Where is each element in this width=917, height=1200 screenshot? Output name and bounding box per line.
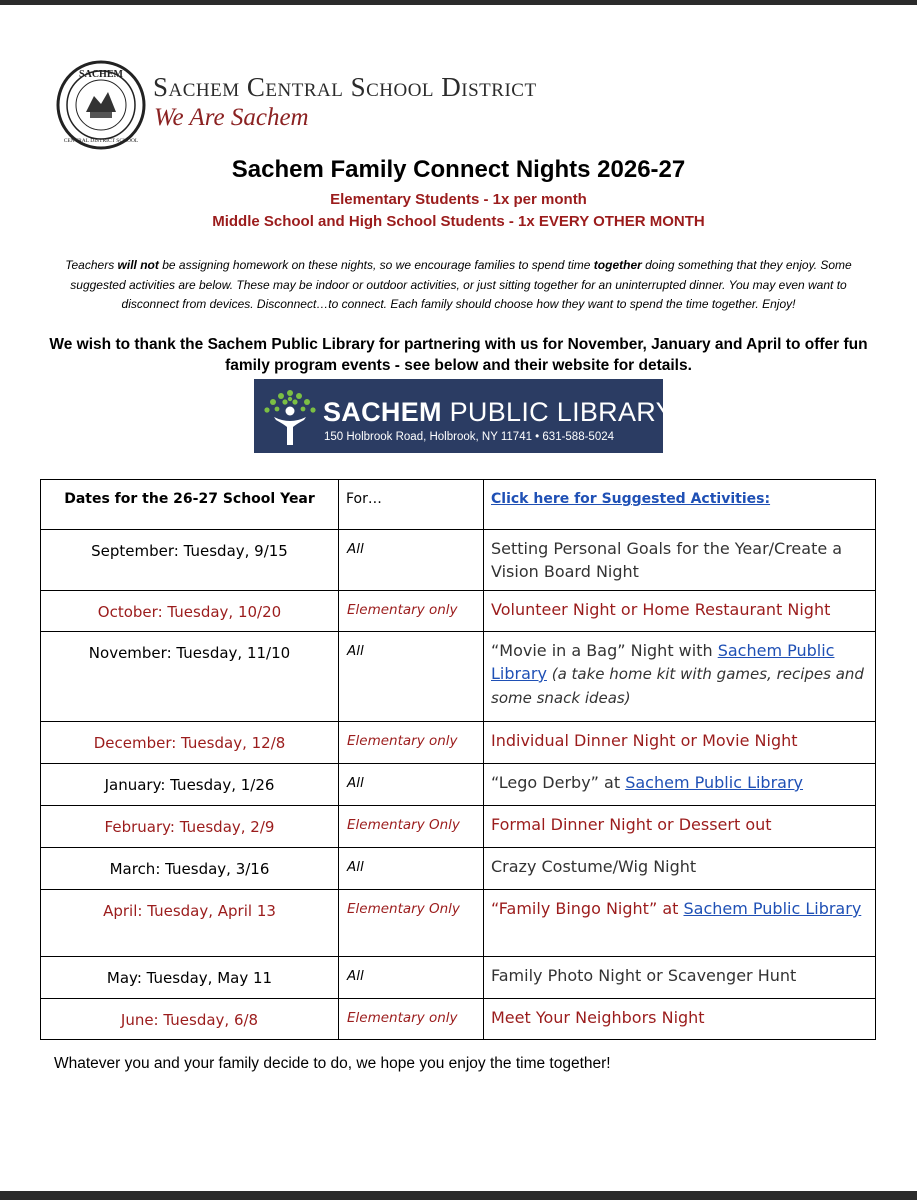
- row-date: September: Tuesday, 9/15: [41, 530, 339, 591]
- seal-text-top: SACHEM: [79, 69, 123, 80]
- table-row: [41, 722, 876, 764]
- row-for: All: [339, 632, 484, 722]
- row-date: May: Tuesday, May 11: [41, 957, 339, 999]
- library-thanks: We wish to thank the Sachem Public Library for partnering with us for November, January and April to offer fun family program events - see below and their website for details.: [49, 336, 868, 374]
- bottom-border: [0, 1191, 917, 1200]
- row-activity: “Movie in a Bag” Night with Sachem Public Library (a take home kit with games, recipes and some snack ideas): [484, 632, 876, 722]
- row-for: All: [339, 957, 484, 999]
- schedule-table: [40, 479, 876, 1040]
- row-date: December: Tuesday, 12/8: [41, 722, 339, 764]
- row-activity: Setting Personal Goals for the Year/Create a Vision Board Night: [484, 530, 876, 591]
- header-for: For…: [339, 480, 484, 530]
- row-for: All: [339, 848, 484, 890]
- row-for: All: [339, 764, 484, 806]
- row-for: Elementary Only: [339, 806, 484, 848]
- row-date: June: Tuesday, 6/8: [41, 999, 339, 1040]
- library-link[interactable]: Sachem Public Library: [625, 773, 804, 792]
- row-for: All: [339, 530, 484, 591]
- table-row: [41, 848, 876, 890]
- row-for: Elementary Only: [339, 890, 484, 957]
- row-activity: Crazy Costume/Wig Night: [484, 848, 876, 890]
- page-title: Sachem Family Connect Nights 2026-27: [231, 156, 686, 183]
- table-row: [41, 999, 876, 1040]
- library-banner[interactable]: [254, 379, 674, 453]
- table-row: [41, 530, 876, 591]
- library-name: SACHEM PUBLIC LIBRARY: [323, 397, 674, 427]
- district-tagline: We Are Sachem: [154, 104, 309, 131]
- header-activities-link[interactable]: Click here for Suggested Activities:: [484, 480, 876, 530]
- row-for: Elementary only: [339, 999, 484, 1040]
- row-date: April: Tuesday, April 13: [41, 890, 339, 957]
- row-date: January: Tuesday, 1/26: [41, 764, 339, 806]
- library-link[interactable]: Sachem Public Library: [683, 899, 862, 918]
- table-row: [41, 957, 876, 999]
- row-for: Elementary only: [339, 591, 484, 632]
- row-date: November: Tuesday, 11/10: [41, 632, 339, 722]
- row-activity: Individual Dinner Night or Movie Night: [484, 722, 876, 764]
- row-date: October: Tuesday, 10/20: [41, 591, 339, 632]
- seal-text-bottom: CENTRAL DISTRICT SCHOOL: [63, 138, 139, 144]
- table-row: [41, 632, 876, 722]
- row-activity: Formal Dinner Night or Dessert out: [484, 806, 876, 848]
- row-activity: Meet Your Neighbors Night: [484, 999, 876, 1040]
- closing-text: Whatever you and your family decide to do, we hope you enjoy the time together!: [54, 1055, 611, 1072]
- row-activity: “Lego Derby” at Sachem Public Library: [484, 764, 876, 806]
- table-row: [41, 591, 876, 632]
- row-date: February: Tuesday, 2/9: [41, 806, 339, 848]
- subtitle-secondary: Middle School and High School Students - 1x EVERY OTHER MONTH: [212, 213, 705, 230]
- table-row: [41, 806, 876, 848]
- district-name: Sachem Central School District: [153, 72, 537, 102]
- table-row: [41, 764, 876, 806]
- table-header-row: [41, 480, 876, 530]
- library-address: 150 Holbrook Road, Holbrook, NY 11741 • 631-588-5024: [324, 431, 615, 443]
- table-row: [41, 890, 876, 957]
- row-activity: “Family Bingo Night” at Sachem Public Library: [484, 890, 876, 957]
- intro-paragraph: Teachers will not be assigning homework on these nights, so we encourage families to spend time together doing something that they enjoy. Some suggested activities are below. These may be indoor or outdoor activities, or just sitting together for an uninterrupted dinner. You may even want to disconnect from devices. Disconnect…to connect. Each family should choose how they want to spend the time together. Enjoy!: [65, 258, 852, 311]
- row-activity: Family Photo Night or Scavenger Hunt: [484, 957, 876, 999]
- district-seal-logo: [56, 60, 146, 150]
- library-link[interactable]: Sachem Public Library: [491, 641, 835, 683]
- row-for: Elementary only: [339, 722, 484, 764]
- row-activity: Volunteer Night or Home Restaurant Night: [484, 591, 876, 632]
- top-border: [0, 0, 917, 5]
- row-date: March: Tuesday, 3/16: [41, 848, 339, 890]
- subtitle-elementary: Elementary Students - 1x per month: [330, 191, 587, 208]
- header-dates: Dates for the 26-27 School Year: [41, 480, 339, 530]
- tree-icon: [260, 385, 320, 447]
